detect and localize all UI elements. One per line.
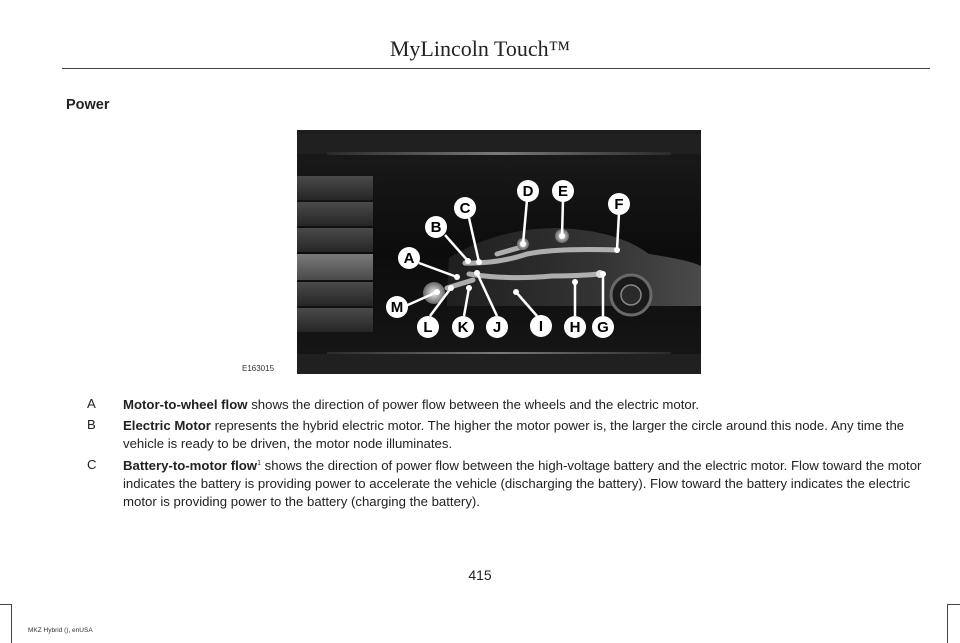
- item-body: [123, 457, 925, 512]
- svg-text:J: J: [492, 319, 502, 336]
- footnote-marker: 1: [257, 459, 261, 467]
- power-flow-figure: [297, 130, 701, 374]
- item-term: Motor-to-wheel flow: [123, 397, 248, 412]
- page-header-title: MyLincoln Touch™: [389, 36, 571, 61]
- crop-mark: [0, 604, 12, 605]
- item-term: Battery-to-motor flow: [123, 457, 258, 473]
- svg-text:G: G: [597, 319, 609, 336]
- page-number: 415: [468, 567, 492, 583]
- callout-l: [417, 316, 439, 338]
- callout-h: [564, 316, 586, 338]
- svg-text:C: C: [459, 200, 471, 217]
- item-text: represents the hybrid electric motor. The higher the motor power is, the larger the circle around this node. Any time the vehicle is ready to be driven, the motor node illuminates.: [123, 418, 905, 452]
- header-rule: [62, 68, 930, 69]
- section-heading: Power: [66, 97, 110, 113]
- callout-i: [530, 315, 552, 337]
- svg-text:A: A: [403, 250, 415, 267]
- item-letter: A: [87, 396, 96, 411]
- callout-m: [386, 296, 408, 318]
- svg-text:L: L: [423, 319, 433, 336]
- callout-k: [452, 316, 474, 338]
- item-letter: B: [87, 417, 96, 433]
- item-letter: C: [87, 456, 97, 472]
- callout-descriptions: [87, 396, 925, 514]
- crop-mark: [947, 604, 948, 643]
- item-text: shows the direction of power flow between the high-voltage battery and the electric motor. Flow toward the motor indicates the battery is providing power to accelerate the vehicle (discharging the battery). Flow toward the battery indicates the electric motor is providing power to the battery (charging the battery).: [123, 457, 922, 510]
- item-body: [123, 417, 925, 453]
- side-menu-buttons: [297, 176, 373, 332]
- svg-text:E: E: [557, 183, 569, 200]
- svg-text:D: D: [522, 183, 534, 200]
- description-item-b: [87, 417, 925, 453]
- svg-text:F: F: [614, 196, 624, 213]
- crop-mark: [11, 604, 12, 643]
- svg-text:M: M: [390, 299, 404, 316]
- callout-j: [486, 316, 508, 338]
- item-term: Electric Motor: [123, 418, 211, 434]
- figure-id: E163015: [242, 364, 275, 373]
- svg-text:H: H: [569, 319, 581, 336]
- callout-f: [608, 193, 630, 215]
- callout-c: [454, 197, 476, 219]
- power-flow-illustration: [297, 130, 701, 374]
- callout-g: [592, 316, 614, 338]
- svg-text:B: B: [430, 219, 442, 236]
- crop-mark: [947, 604, 960, 605]
- svg-text:I: I: [538, 318, 544, 335]
- svg-text:K: K: [457, 319, 469, 336]
- callout-d: [517, 180, 539, 202]
- callout-b: [425, 216, 447, 238]
- description-item-c: [87, 457, 925, 512]
- document-info: MKZ Hybrid (), enUSA: [28, 627, 93, 634]
- item-body: [123, 396, 925, 414]
- description-item-a: [87, 396, 925, 414]
- callout-a: [398, 247, 420, 269]
- item-text: shows the direction of power flow between the wheels and the electric motor.: [247, 397, 700, 412]
- callout-e: [552, 180, 574, 202]
